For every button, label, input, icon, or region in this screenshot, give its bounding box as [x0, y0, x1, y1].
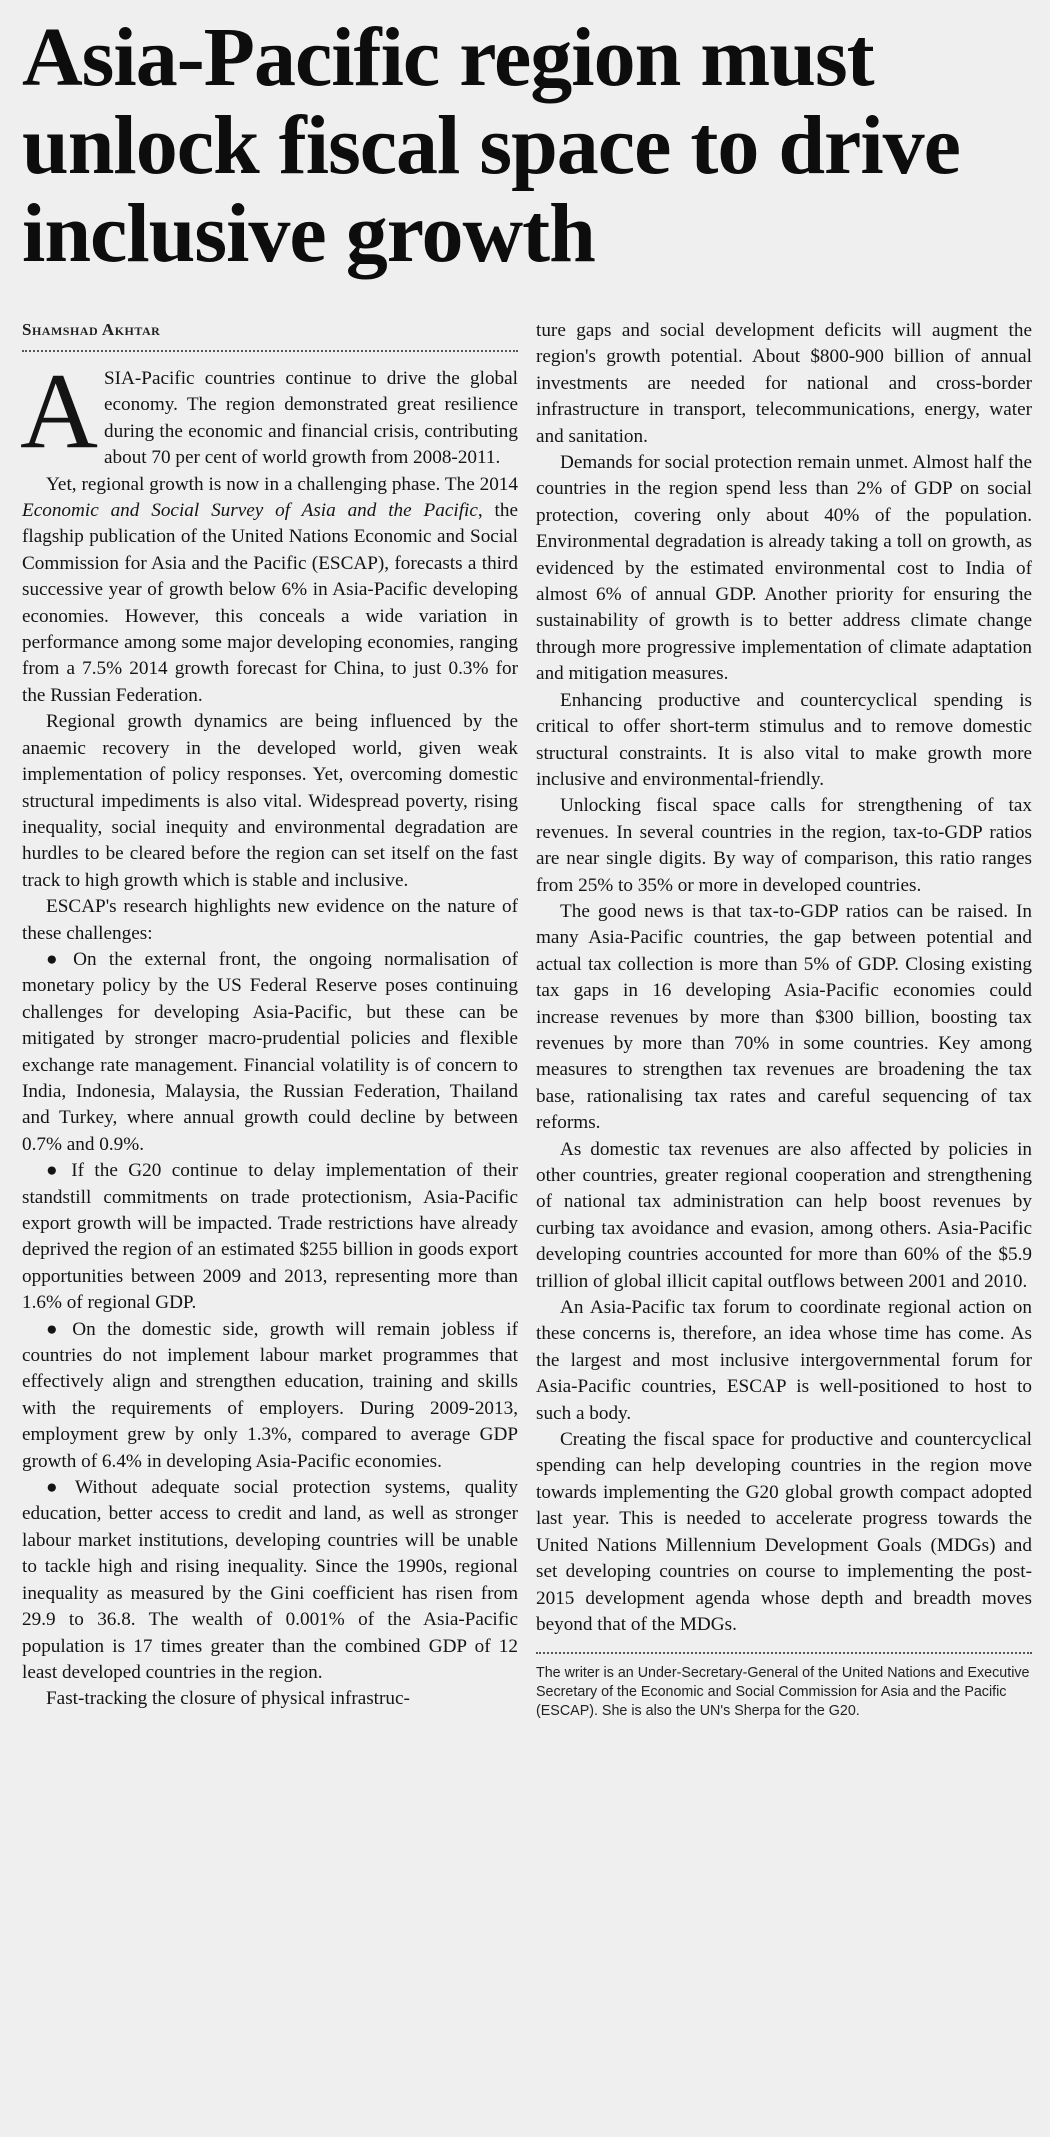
bullet-paragraph: [22, 1158, 518, 1316]
paragraph-text: Yet, regional growth is now in a challenging phase. The 2014: [46, 473, 518, 495]
article-columns: [22, 318, 1032, 1721]
paragraph: [22, 472, 518, 710]
paragraph: ture gaps and social development deficits will augment the region's growth potential. About $800-900 billion of annual investments are needed for national and cross-border infrastructure in transport, telecommunications, energy, water and sanitation.: [536, 320, 1032, 447]
column-left: [22, 318, 518, 1721]
bullet-text: Without adequate social protection systems, quality education, better access to credit and land, as well as stronger labour market institutions, developing countries will be unable to tackle high and rising inequality. Since the 1990s, regional inequality as measured by the Gini coefficient has risen from 29.9 to 36.8. The wealth of 0.001% of the Asia-Pacific population is 17 times greater than the combined GDP of 12 least developed countries in the region.: [22, 1477, 518, 1683]
paragraph: Unlocking fiscal space calls for strengthening of tax revenues. In several countries in the region, tax-to-GDP ratios are near single digits. By way of comparison, this ratio ranges from 25% to 35% or more in developed countries.: [536, 795, 1032, 896]
bullet-icon: ●: [46, 948, 66, 970]
paragraph: As domestic tax revenues are also affected by policies in other countries, greater regional cooperation and strengthening of national tax administration can help boost revenues by curbing tax avoidance and evasion, among others. Asia-Pacific developing countries accounted for more than 60% of the $5.9 trillion of global illicit capital outflows between 2001 and 2010.: [536, 1138, 1032, 1292]
bullet-text: If the G20 continue to delay implementation of their standstill commitments on trade protectionism, Asia-Pacific export growth will be impacted. Trade restrictions have already deprived the region of an estimated $255 billion in goods export opportunities between 2009 and 2013, representing more than 1.6% of regional GDP.: [22, 1160, 518, 1314]
paragraph-text: , the flagship publication of the United Nations Economic and Social Commission for Asia and the Pacific (ESCAP), forecasts a third successive year of growth below 6% in Asia-Pacific developing economies. However, this conceals a wide variation in performance among some major developing economies, ranging from a 7.5% 2014 growth forecast for China, to just 0.3% for the Russian Federation.: [22, 500, 518, 706]
drop-cap: A: [20, 352, 98, 471]
paragraph: Regional growth dynamics are being influenced by the anaemic recovery in the developed world, given weak implementation of policy responses. Yet, overcoming domestic structural impediments is also vital. Widespread poverty, rising inequality, social inequity and environmental degradation are hurdles to be cleared before the region can set itself on the fast track to high growth which is stable and inclusive.: [22, 711, 518, 891]
paragraph: Enhancing productive and countercyclical spending is critical to offer short-term stimulus and to remove domestic structural constraints. It is also vital to make growth more inclusive and environmental-friendly.: [536, 689, 1032, 790]
publication-title: Economic and Social Survey of Asia and the Pacific: [22, 500, 478, 522]
bullet-icon: ●: [46, 1318, 65, 1340]
byline: Shamshad Akhtar: [22, 320, 161, 339]
paragraph: Demands for social protection remain unmet. Almost half the countries in the region spend less than 2% of GDP on social protection, covering only about 40% of the population. Environmental degradation is already taking a toll on growth, as evidenced by the estimated environmental cost to India of almost 6% of annual GDP. Another priority for ensuring the sustainability of growth is to better address climate change through more progressive implementation of climate adaptation and mitigation measures.: [536, 452, 1032, 685]
bullet-paragraph: [22, 1317, 518, 1475]
bullet-text: On the domestic side, growth will remain jobless if countries do not implement labour market programmes that effectively align and strengthen education, training and skills with the requirements of employers. During 2009-2013, employment grew by only 1.3%, compared to average GDP growth of 6.4% in developing Asia-Pacific economies.: [22, 1318, 518, 1472]
paragraph: Fast-tracking the closure of physical infrastruc-: [46, 1688, 410, 1710]
author-note-divider: [536, 1652, 1032, 1654]
paragraph: ESCAP's research highlights new evidence on the nature of these challenges:: [22, 896, 518, 944]
author-note: The writer is an Under-Secretary-General of the United Nations and Executive Secretary of the Economic and Social Commission for Asia and the Pacific (ESCAP). She is also the UN's Sherpa for the G20.: [536, 1665, 1030, 1720]
headline: Asia-Pacific region must unlock fiscal space to drive inclusive growth: [22, 11, 960, 280]
bullet-paragraph: [22, 947, 518, 1158]
paragraph: Creating the fiscal space for productive and countercyclical spending can help developing countries in the region move towards implementing the G20 global growth compact adopted last year. This is needed to accelerate progress towards the United Nations Millennium Development Goals (MDGs) and set developing countries on course to implementing the post-2015 development agenda whose depth and breadth moves beyond that of the MDGs.: [536, 1429, 1032, 1635]
bullet-text: On the external front, the ongoing normalisation of monetary policy by the US Federal Reserve poses continuing challenges for developing Asia-Pacific, but these can be mitigated by stronger macro-prudential policies and flexible exchange rate management. Financial volatility is of concern to India, Indonesia, Malaysia, the Russian Federation, Thailand and Turkey, where annual growth could decline by between 0.7% and 0.9%.: [22, 948, 518, 1155]
column-right: [536, 318, 1032, 1721]
bullet-icon: ●: [46, 1160, 64, 1182]
bullet-icon: ●: [46, 1477, 68, 1499]
paragraph: The good news is that tax-to-GDP ratios can be raised. In many Asia-Pacific countries, the gap between potential and actual tax collection is more than 5% of GDP. Closing existing tax gaps in 16 developing Asia-Pacific economies could increase revenues by more than $300 billion, boosting tax revenues by more than 70% in some countries. Key among measures to strengthen tax revenues are broadening the tax base, rationalising tax rates and careful sequencing of tax reforms.: [536, 900, 1032, 1134]
bullet-paragraph: [22, 1475, 518, 1686]
paragraph: An Asia-Pacific tax forum to coordinate regional action on these concerns is, therefore, an idea whose time has come. As the largest and most inclusive intergovernmental forum for Asia-Pacific countries, ESCAP is well-positioned to host to such a body.: [536, 1297, 1032, 1424]
paragraph-intro-text: SIA-Pacific countries continue to drive the global economy. The region demonstrated great resilience during the economic and financial crisis, contributing about 70 per cent of world growth from 2008-2011.: [104, 368, 518, 469]
paragraph-intro: [20, 352, 518, 472]
